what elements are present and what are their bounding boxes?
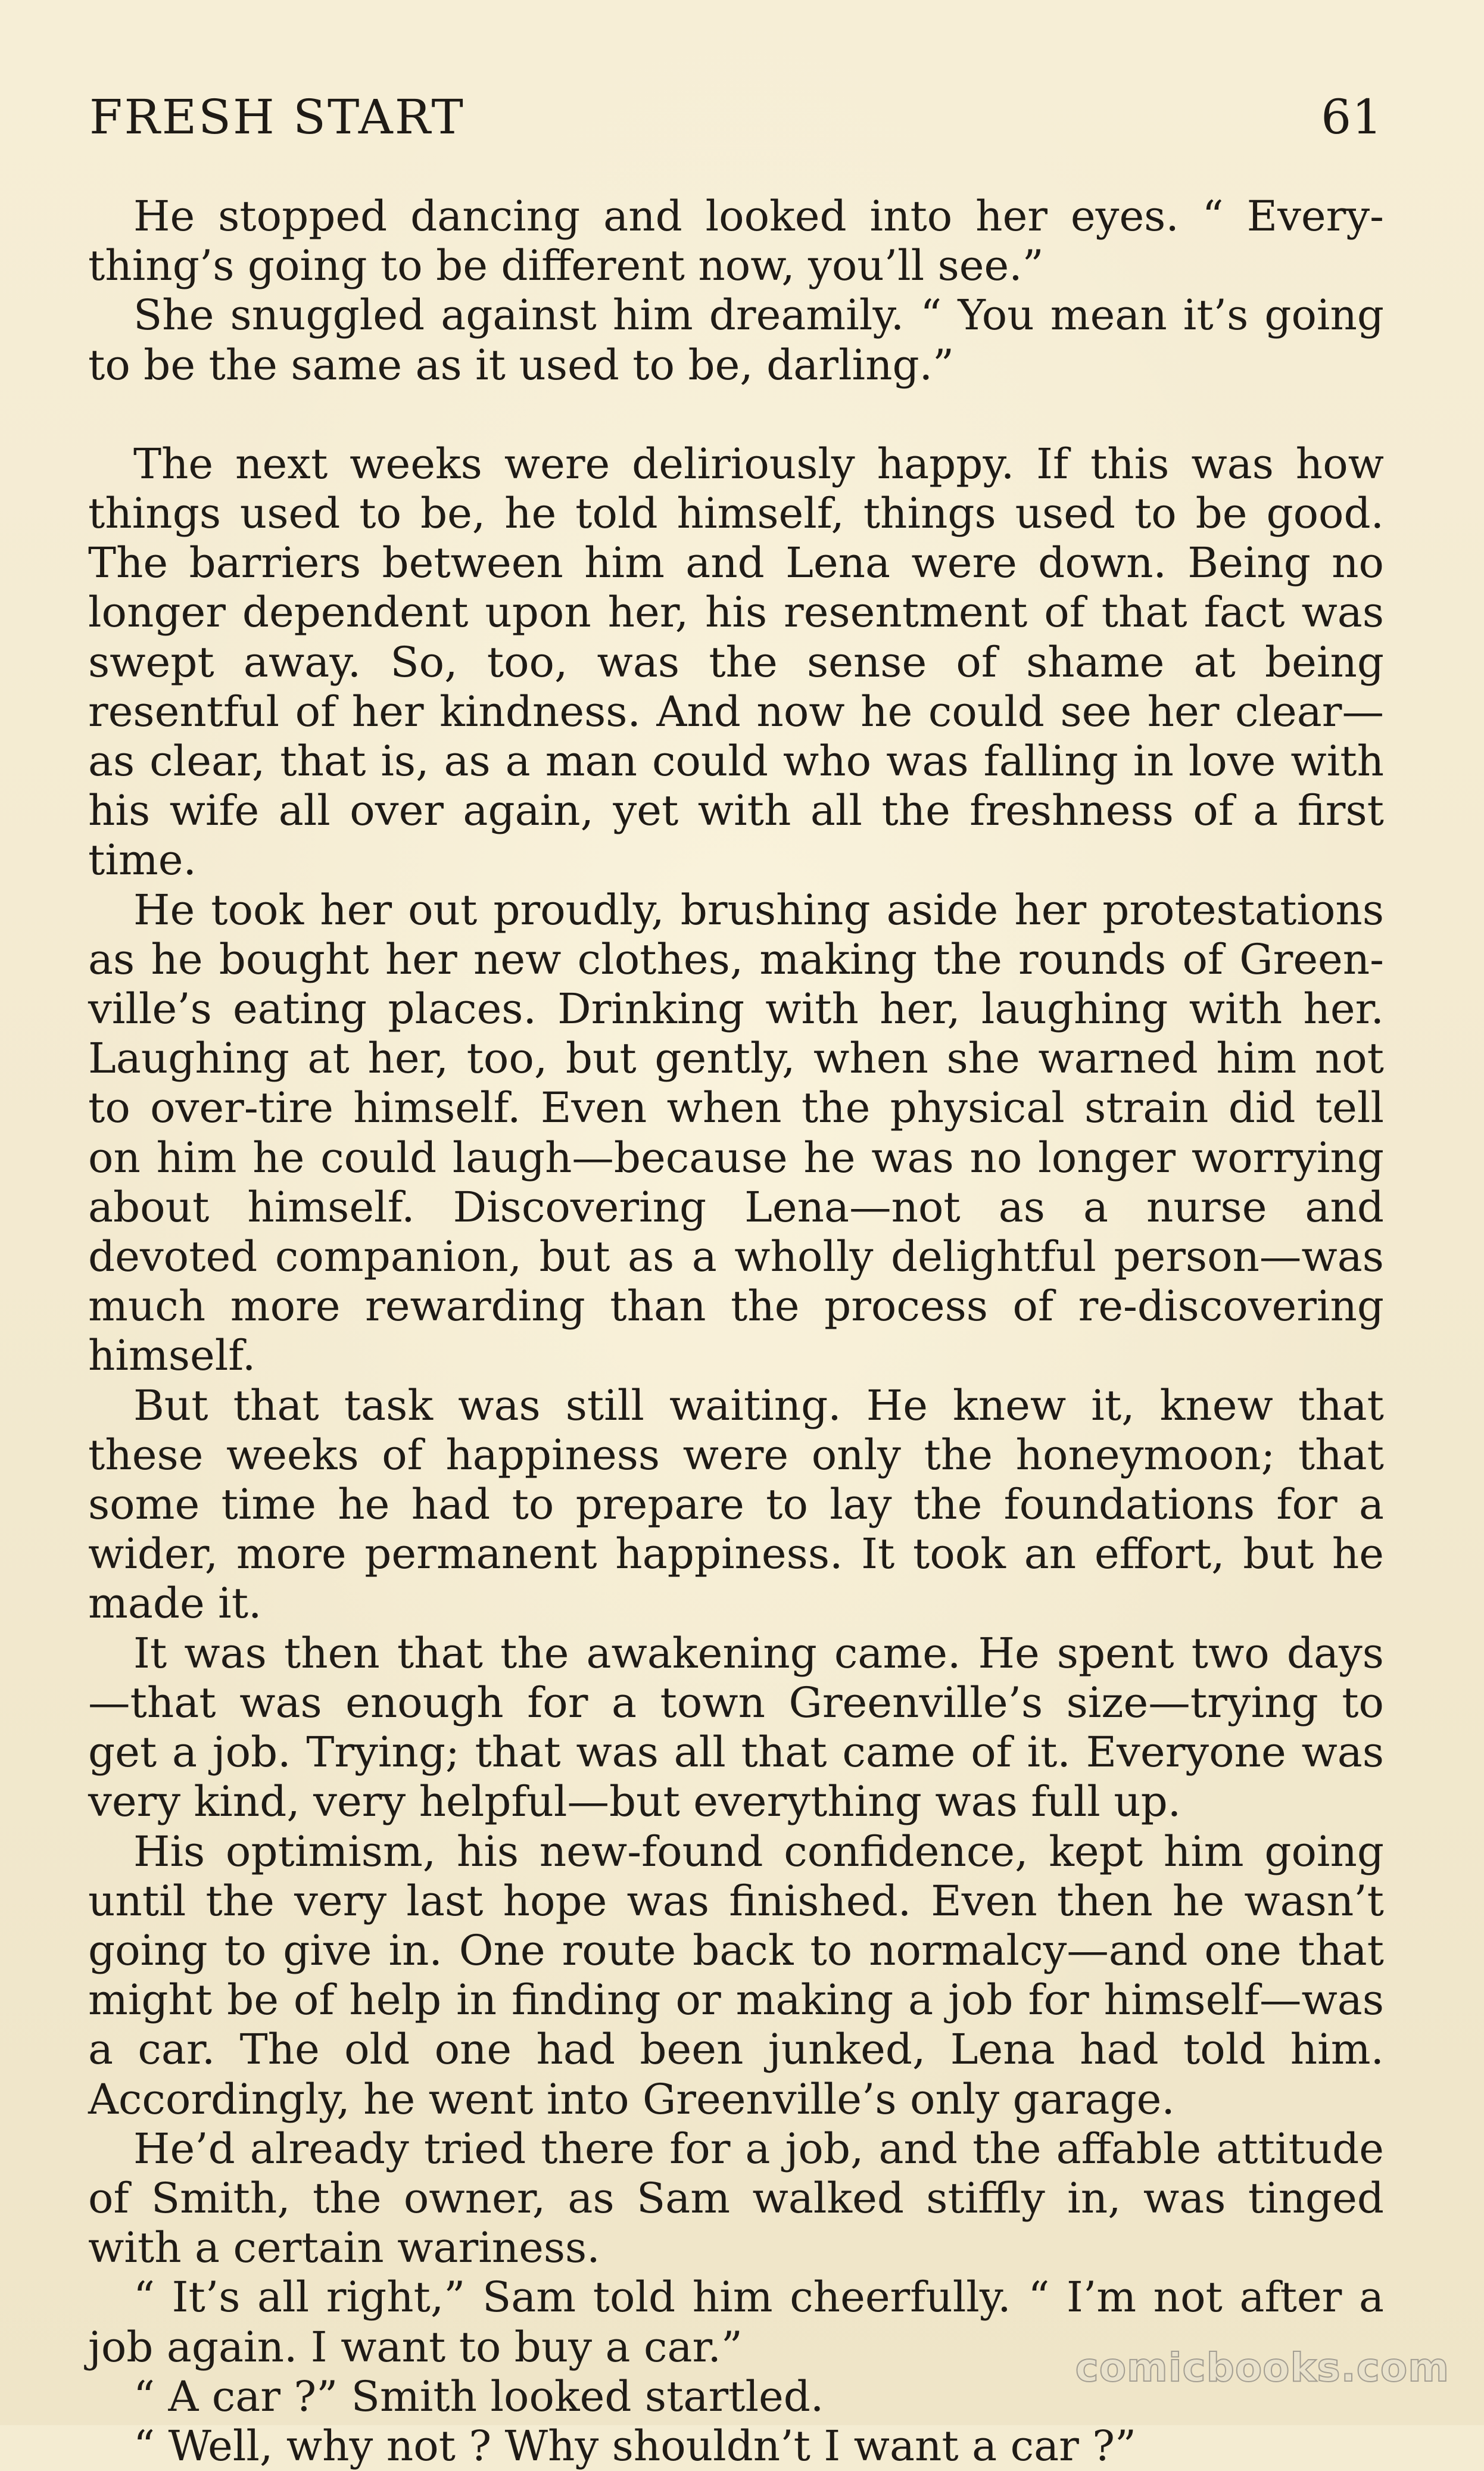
page-header <box>89 89 1383 155</box>
body-text <box>88 192 1384 2471</box>
paragraph-7: His optimism, his new-found confidence, kept him going until the very last hope was finished. Even then he wasn’t going to give in. One route back to normalcy—and one that might be of help in finding or making a job for himself—was a car. The old one had been junked, Lena had told him. Accordingly, he went into Greenville’s only garage. <box>88 1827 1384 2124</box>
running-title: FRESH START <box>89 89 465 145</box>
paragraph-4: He took her out proudly, brushing aside her protestations as he bought her new clothes, making the rounds of Green-ville’s eating places. Drinking with her, laughing with her. Laughing at her, too, but gently, when she warned him not to over-tire himself. Even when the physical strain did tell on him he could laugh—because he was no longer worrying about himself. Discovering Lena—not as a nurse and devoted companion, but as a wholly delightful person—was much more rewarding than the process of re-discovering himself. <box>88 885 1384 1381</box>
paragraph-5: But that task was still waiting. He knew it, knew that these weeks of happiness were only the honeymoon; that some time he had to prepare to lay the foundations for a wider, more permanent happiness. It took an effort, but he made it. <box>88 1381 1384 1628</box>
paragraph-9: “ It’s all right,” Sam told him cheerfully. “ I’m not after a job again. I want to buy a car.” <box>88 2273 1384 2372</box>
paragraph-6: It was then that the awakening came. He spent two days—that was enough for a town Greenville’s size—trying to get a job. Trying; that was all that came of it. Everyone was very kind, very helpful—but everything was full up. <box>88 1628 1384 1827</box>
page-number: 61 <box>1321 89 1383 145</box>
site-watermark: comicbooks.com <box>1075 2345 1449 2391</box>
paragraph-2: She snuggled against him dreamily. “ You mean it’s going to be the same as it used to be, darling.” <box>88 291 1384 389</box>
paragraph-8: He’d already tried there for a job, and the affable attitude of Smith, the owner, as Sam walked stiffly in, was tinged with a certain wariness. <box>88 2124 1384 2273</box>
paragraph-1: He stopped dancing and looked into her eyes. “ Every-thing’s going to be different now, you’ll see.” <box>88 192 1384 291</box>
paragraph-11: “ Well, why not ? Why shouldn’t I want a car ?” <box>133 2421 1137 2470</box>
paragraph-3: The next weeks were deliriously happy. If this was how things used to be, he told himself, things used to be good. The barriers between him and Lena were down. Being no longer dependent upon her, his resentment of that fact was swept away. So, too, was the sense of shame at being resentful of her kindness. And now he could see her clear—as clear, that is, as a man could who was falling in love with his wife all over again, yet with all the freshness of a first time. <box>88 439 1384 885</box>
paragraph-10: “ A car ?” Smith looked startled. <box>133 2372 824 2421</box>
